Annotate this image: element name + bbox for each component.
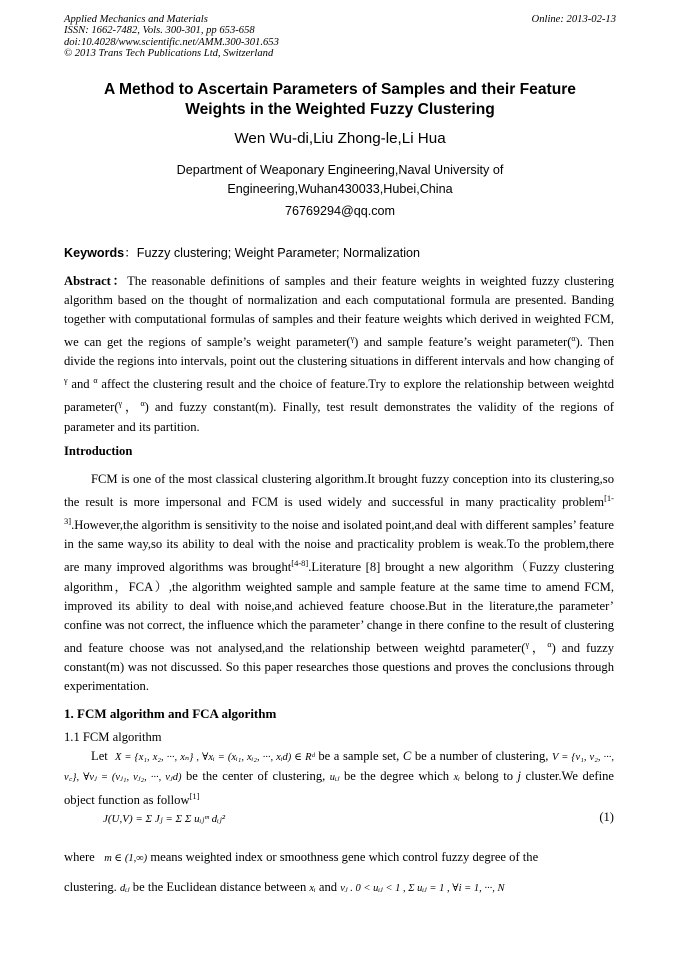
online-date: Online: 2013-02-13 — [531, 14, 616, 25]
journal-doi: doi:10.4028/www.scientific.net/AMM.300-301.653 — [64, 36, 279, 48]
author-email: 76769294@qq.com — [284, 204, 396, 218]
let-text-2: be a number of clustering, — [411, 749, 549, 763]
keywords-line — [64, 242, 616, 261]
let-text-1: be a sample set, — [314, 749, 403, 763]
let-text-3: be the center of clustering, — [181, 769, 330, 783]
let-word: Let — [91, 749, 108, 763]
equation-number: (1) — [599, 810, 614, 824]
cluster-count-symbol: C — [402, 749, 412, 763]
clustering-text-3: and — [315, 880, 341, 894]
intro-text-3: .Literature [8] brought a new algorithm（Fuzzy clustering algorithm，FCA）,the algorithm weighted sample and sample feature at the same time to amend FCM, improved its ability to deal with noise,and achieved feature choose.But in the literature,the parameter’ confine was not correct, the influence which the parameter’ change in there confine to the result of clustering and feature choose was not analysed,and the relationship between weightd parameter( — [64, 560, 614, 655]
distance-symbol: dᵢⱼ — [119, 883, 130, 894]
where-text: means weighted index or smoothness gene which control fuzzy degree of the — [147, 850, 539, 864]
subsection-1-1-heading: 1.1 FCM algorithm — [64, 730, 162, 744]
intro-text-5: ) and fuzzy constant(m) was not discussed. So this paper researches those questions and proves the conclusions through experimentation. — [64, 640, 614, 693]
membership-symbol: uᵢⱼ — [329, 772, 340, 783]
gamma-symbol: γ — [525, 639, 529, 649]
abstract-text-3: ). Then divide the regions into intervals, point out the clustering situations in different intervals and how changing of — [64, 335, 614, 369]
let-text-4: be the degree which — [339, 769, 454, 783]
title-line-2: Weights in the Weighted Fuzzy Clustering — [185, 101, 495, 118]
where-paragraph — [64, 848, 614, 868]
citation: [1-3] — [64, 493, 614, 527]
abstract-text-4: and — [67, 377, 94, 392]
intro-text-4: ， — [529, 640, 548, 655]
clustering-text-2: be the Euclidean distance between — [129, 880, 310, 894]
abstract-label: Abstract： — [64, 274, 128, 288]
definition-paragraph — [64, 747, 614, 810]
clustering-text-1: clustering. — [64, 880, 120, 894]
keywords-separator: ： — [124, 246, 137, 260]
journal-header — [64, 14, 616, 60]
alpha-symbol: α — [547, 639, 552, 649]
abstract-text-2: ) and sample feature’s weight parameter( — [354, 335, 572, 350]
introduction-heading: Introduction — [64, 444, 133, 458]
sample-set-formula: X = {x₁, x₂, ···, xₙ} , ∀xᵢ = (xᵢ₁, xᵢ₂, ···, xᵢd) ∈ Rᵈ — [114, 752, 315, 763]
abstract-text-1: The reasonable definitions of samples and their feature weights in weighted fuzzy clustering algorithm based on the thought of normalization and each computational formula are presented. Banding together with computational formulas of samples and their feature weights which derived in weighted FCM, we can get the regions of sample’s weight parameter( — [64, 274, 614, 350]
title-line-1: A Method to Ascertain Parameters of Samples and their Feature — [104, 81, 576, 98]
m-range-formula: m ∈ (1,∞) — [104, 853, 148, 864]
introduction-paragraph — [64, 470, 614, 696]
sample-symbol: xᵢ — [453, 772, 460, 783]
journal-copyright: © 2013 Trans Tech Publications Ltd, Switzerland — [64, 48, 274, 60]
journal-name: Applied Mechanics and Materials — [64, 14, 208, 25]
section-1-heading: 1. FCM algorithm and FCA algorithm — [64, 706, 277, 721]
keywords-text: Fuzzy clustering; Weight Parameter; Normalization — [136, 246, 421, 260]
clustering-paragraph — [64, 878, 614, 898]
affiliation — [64, 161, 616, 199]
cluster-index-symbol: j — [517, 769, 522, 783]
intro-text-2: .However,the algorithm is sensitivity to the noise and isolated point,and deal with different samples’ feature in the same way,so its ability to deal with the noise and practicality problem is weak.To the problem,there are many improved algorithms was brought — [64, 518, 614, 575]
let-text-6: cluster.We define object function as follow — [64, 769, 614, 808]
affiliation-line-1: Department of Weaponary Engineering,Naval University of — [176, 163, 504, 177]
abstract-text-7: ) and fuzzy constant(m). Finally, test result demonstrates the validity of the regions of parameter and its partition. — [64, 400, 615, 434]
affiliation-line-2: Engineering,Wuhan430033,Hubei,China — [227, 182, 453, 196]
gamma-symbol: γ — [118, 399, 123, 409]
constraint-formula: vⱼ . 0 < uᵢⱼ < 1 , Σ uᵢⱼ = 1 , ∀i = 1, ···, N — [340, 883, 505, 894]
abstract-text-6: ， — [122, 400, 141, 415]
let-text-5: belong to — [459, 769, 514, 783]
alpha-symbol: α — [140, 399, 145, 409]
journal-issn: ISSN: 1662-7482, Vols. 300-301, pp 653-658 — [64, 25, 255, 37]
citation: [1] — [189, 791, 200, 801]
objective-function-equation: J(U,V) = Σ Jⱼ = Σ Σ uᵢⱼᵐ dᵢⱼ² — [103, 813, 226, 825]
center-set-formula: V = {v₁, v₂, ···, v꜀}, ∀vⱼ = (vⱼ₁, vⱼ₂, ···, vⱼd) — [64, 752, 615, 783]
paper-title — [64, 80, 616, 120]
gamma-symbol: γ — [350, 334, 355, 343]
intro-text-1: FCM is one of the most classical clustering algorithm.It brought fuzzy conception into its clustering,so the result is more impersonal and FCM is used widely and successful in many practicality problem — [64, 472, 614, 510]
keywords-label: Keywords — [64, 246, 125, 260]
sample-symbol: xᵢ — [309, 883, 316, 894]
abstract-text-5: affect the clustering result and the choice of feature.Try to explore the relationship between weightd parameter( — [64, 377, 614, 415]
alpha-symbol: α — [571, 334, 576, 343]
gamma-symbol: γ — [64, 376, 68, 386]
citation: [4-8] — [291, 558, 309, 569]
where-word: where — [64, 850, 95, 864]
abstract — [64, 272, 614, 437]
alpha-symbol: α — [93, 376, 98, 386]
authors: Wen Wu-di,Liu Zhong-le,Li Hua — [234, 130, 446, 147]
